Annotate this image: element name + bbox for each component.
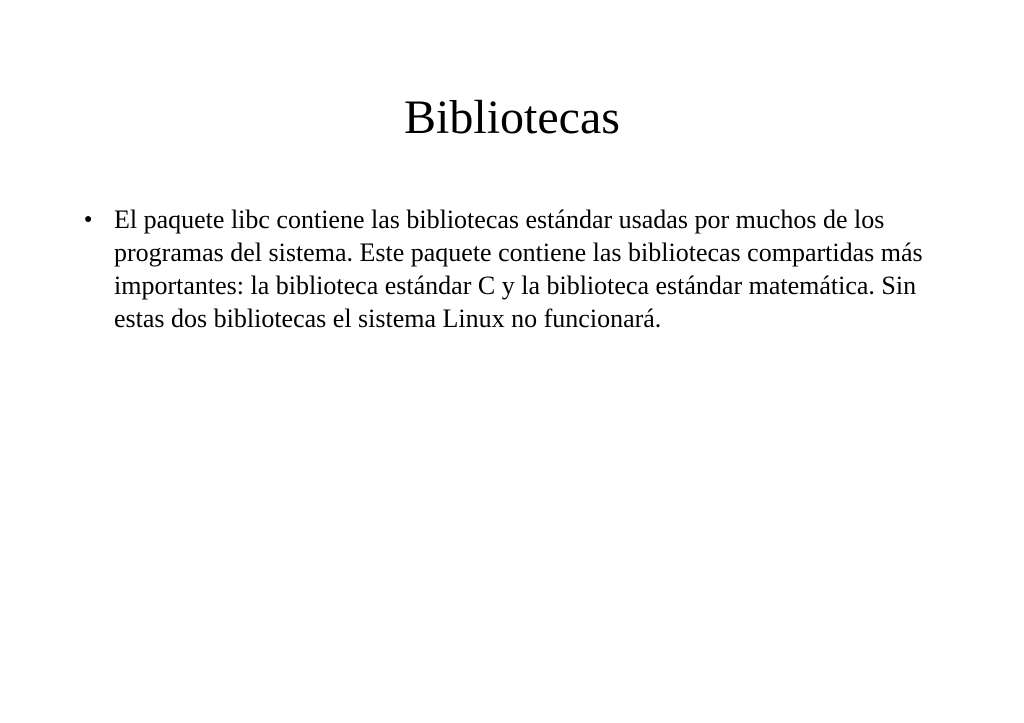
slide-title: Bibliotecas [404,91,620,144]
list-item [84,203,954,335]
bullet-point-icon: ● [84,212,93,227]
bullet-list [84,203,954,335]
bullet-text: El paquete libc contiene las bibliotecas estándar usadas por muchos de los programas del sistema. Este paquete contiene las bibliotecas compartidas más importantes: la biblioteca estándar C y la biblioteca estándar matemática. Sin estas dos bibliotecas el sistema Linux no funcionará. [114,205,923,333]
